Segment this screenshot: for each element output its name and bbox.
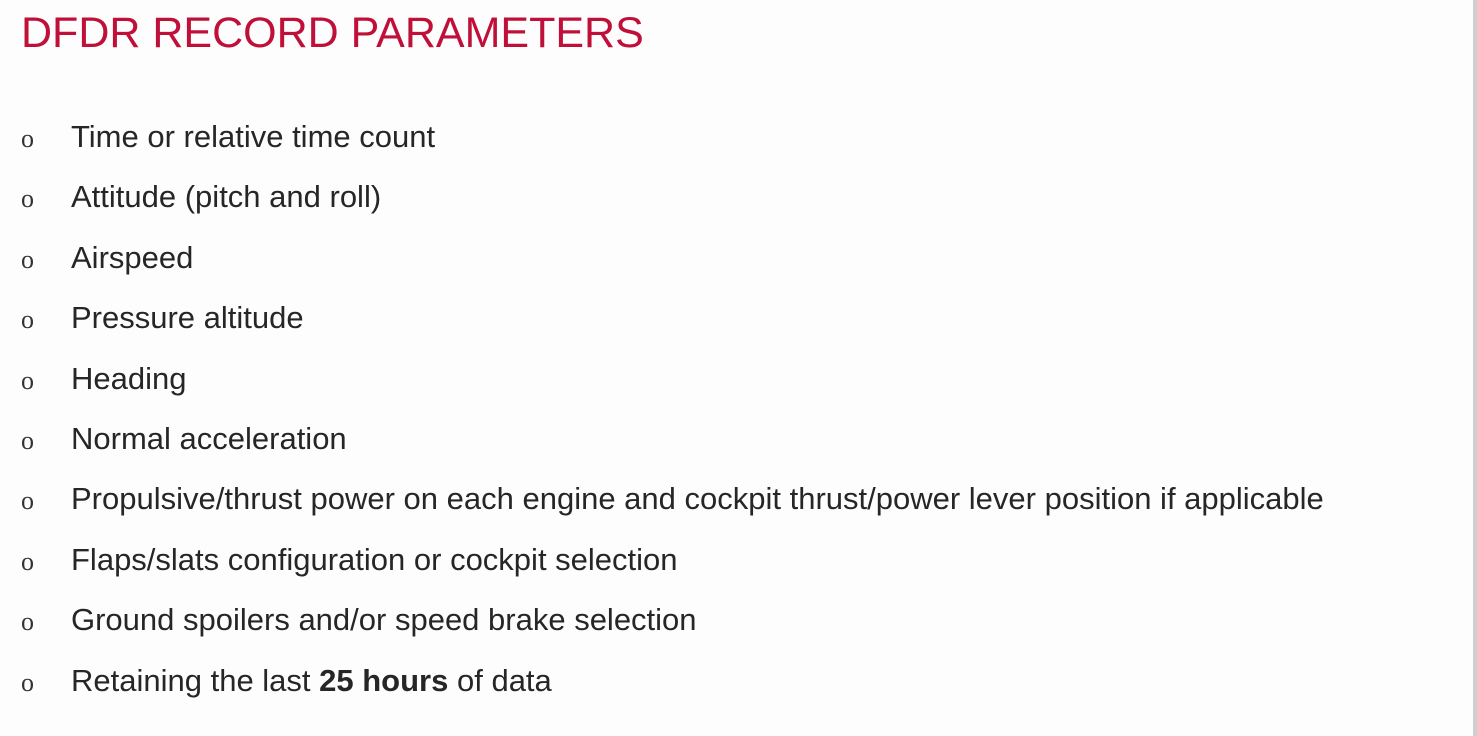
list-item-text: Heading <box>71 360 187 396</box>
list-item-text: Attitude (pitch and roll) <box>71 179 382 215</box>
bullet-icon: o <box>21 546 34 576</box>
slide-edge-divider <box>1473 0 1477 736</box>
list-item-text: Pressure altitude <box>71 300 304 336</box>
bullet-icon: o <box>21 607 34 637</box>
bullet-icon: o <box>21 184 34 214</box>
list-item-text: Ground spoilers and/or speed brake selection <box>71 602 697 638</box>
bullet-icon: o <box>21 244 34 274</box>
bullet-icon: o <box>21 365 34 395</box>
retention-hours: 25 hours <box>319 662 449 698</box>
list-item-text: Airspeed <box>71 239 194 275</box>
retention-text-after: of data <box>448 662 552 698</box>
bullet-icon: o <box>21 305 34 335</box>
bullet-icon: o <box>21 425 34 455</box>
list-item-text: Flaps/slats configuration or cockpit selection <box>71 541 678 577</box>
list-item-text: Time or relative time count <box>71 119 436 154</box>
bullet-icon: o <box>21 124 34 153</box>
retention-text-before: Retaining the last <box>71 662 320 698</box>
list-item-text: Propulsive/thrust power on each engine and cockpit thrust/power lever position if applicable <box>71 481 1324 517</box>
bullet-icon: o <box>21 667 34 697</box>
list-item-text <box>71 662 552 700</box>
list-item-text: Normal acceleration <box>71 420 347 456</box>
slide-title: DFDR RECORD PARAMETERS <box>21 9 644 57</box>
bullet-icon: o <box>21 486 34 516</box>
